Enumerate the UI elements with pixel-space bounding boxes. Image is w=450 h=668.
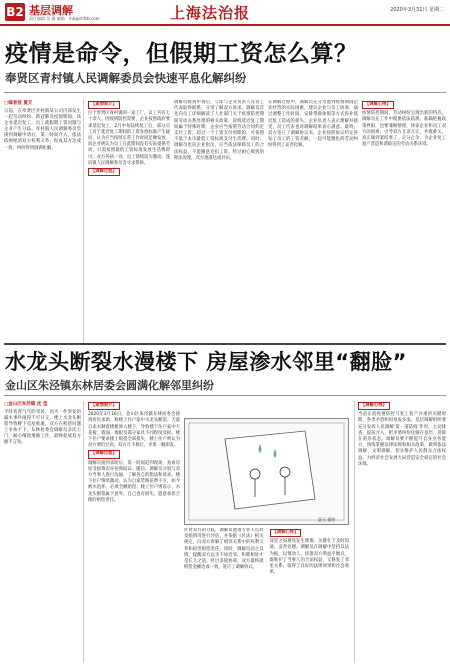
editor-meta: 责任编辑 吴 敏 邮箱：mk@shfzb.com: [29, 16, 100, 21]
divider: [4, 92, 446, 93]
editor-note-1: [4, 100, 84, 345]
insight-tag: 【调解心得】: [270, 529, 302, 537]
column-text: 调解员接到求助后，第一时间赶到现场，查看房屋受损情况并拍照取证。随后，调解员分别与双方当事人进行沟通，了解各自的想法和诉求。楼下住户情绪激动，认为自家装修花费不少，如今被水泡坏，必须全额赔偿；楼上住户则表示，水龙头断裂属于意外，自己也有损失，愿意承担合理的赔偿责任。: [88, 460, 180, 503]
article1-column-a: [88, 100, 170, 340]
page-number: B2: [6, 5, 24, 19]
article1-column-c: [268, 100, 358, 340]
subhead-1: 奉贤区青村镇人民调解委员会快速平息化解纠纷: [5, 71, 247, 85]
leak-illustration-icon: [185, 419, 348, 524]
article2-column-a: [88, 401, 180, 663]
column-text: 针对双方的分歧，调解员邀请专业人员对受损情况进行评估，并依据《民法》相关规定，向双方讲解了相邻关系中的权利义务和损害赔偿责任。同时，调解员动之以情，提醒双方远亲不如近邻，和睦相处才是长久之道。经过多轮协商，双方最终就赔偿金额达成一致，签订了调解协议。: [184, 528, 264, 571]
column-text: 在调解过程中，调解员充分考虑到疫情期间企业经营的实际困难，建议企业与员工协商，通过调整工作时间、安排带薪休假等方式弥补延迟复工造成的损失。企业负责人表示理解并接受，员工代表也对调解结果表示满意。最终，双方签订了调解协议书，企业按照协议约定补发了员工的工资差额，一起可能激化的劳动纠纷得到了妥善化解。: [268, 100, 358, 149]
column-text: 调解员接到申请后，立即与企业负责人及员工代表取得联系，分别了解双方诉求。调解员首先向员工详细解读了人社部门关于疫情防控期间劳动关系处理的相关政策，说明延迟复工期间属于特殊时期，企业应当按照劳动合同约定支付工资；超过一个工资支付周期的，可按照不低于本市最低工资标准支付生活费。同时，调解员也向企业指出，应当依法保障员工的合法权益，不能随意克扣工资。经过耐心细致的释法说理，双方逐渐达成共识。: [174, 100, 264, 161]
column-text: 邻里之间难免发生摩擦，关键在于及时沟通、妥善处理。调解员在调解中坚持以法为据、以情动人，找准双方利益平衡点，既维护了当事人的合法权益，又修复了邻里关系，取得了良好的法律效果和社会效果。: [269, 539, 349, 576]
right-column: [354, 401, 446, 663]
headline-1: 疫情是命令，但假期工资怎么算？: [5, 41, 358, 67]
column-text: 2020年3月10日，金山区朱泾镇东林居委会接到居民求助，称楼上住户家中水龙头断裂，大量自来水顺着楼板渗入楼下，导致楼下住户家中天花板、墙面、地板及部分家具不同程度受损。楼下住户要求楼上赔偿全部损失，楼上住户则认为对方要价过高，双方互不相让，矛盾一触即发。: [88, 412, 180, 449]
editor-note-body: 平时客客气气的邻居，因为一件突发的漏水事件闹得不可开交。楼上水龙头断裂导致楼下房屋被淹，双方在赔偿问题上争执不下。东林居委会调解员多次上门，耐心细致地做工作，最终促成双方握手言和。: [4, 410, 81, 446]
case-tag: 【案情简介】: [88, 402, 120, 410]
article1-column-d: [362, 100, 446, 340]
issue-date: 2020年3月31日 星期二: [390, 7, 444, 13]
headline-2: 水龙头断裂水漫楼下 房屋渗水邻里“翻脸”: [5, 350, 407, 374]
editor-note-title: □金山区朱泾镇 沈 莹: [4, 402, 48, 407]
section-title: 基层调解: [29, 4, 73, 17]
right-column-tag: 【调解心得】: [358, 402, 390, 410]
illustration: [184, 418, 349, 525]
divider: [4, 395, 446, 396]
column-text: 当前正值疫情防控与复工复产并重的关键时期，各类矛盾纠纷易发多发。基层调解组织要充分发挥人民调解‘第一道防线’作用，主动排查、提前介入，把矛盾纠纷化解在基层、消除在萌芽状态。调解员要不断提升自身业务能力，熟练掌握法律法规和相关政策，做到依法调解、文明调解，切实维护人民群众合法权益，为经济社会发展大局营造安全稳定的社会环境。: [358, 412, 446, 467]
illustration-caption: 夏天 插图: [318, 517, 336, 522]
editor-note-title: □编者按 夏天: [4, 101, 33, 106]
column-text: 疫情防控期间，劳动纠纷呈现出新的特点。调解员在工作中既要依法依规，准确把握政策界限，也要兼顾情理，体谅企业和员工双方的困难，引导双方互谅互让、共渡难关，真正做到案结事了、定分止争，为企业复工复产营造和谐稳定的劳动关系环境。: [362, 111, 446, 148]
masthead: [0, 0, 450, 26]
subhead-2: 金山区朱泾镇东林居委会圆满化解邻里纠纷: [5, 379, 214, 392]
article1-column-b: [174, 100, 264, 340]
case-tag: 【案情简介】: [88, 101, 120, 109]
section-divider: [4, 343, 446, 345]
editor-note-2: [4, 401, 84, 663]
insight-tag: 【调解心得】: [362, 101, 394, 109]
article2-column-c: [184, 528, 349, 663]
newspaper-name: 上海法治报: [170, 4, 251, 22]
editor-note-body: 日前，在奉贤区青村镇某公司内部发生一起劳动纠纷。新冠肺炎疫情期间，该企业延迟复工，员工就假期工资问题与企业产生分歧。青村镇人民调解委员会接到调解申请后，第一时间介入，依法依规厘清双方权利义务，促成双方达成一致，纠纷得到圆满化解。: [4, 109, 81, 151]
process-tag: 【调解过程】: [88, 168, 120, 176]
process-tag: 【调解过程】: [88, 450, 120, 458]
column-text: 位于奉贤区青村镇的一家工厂，员工共有七十余人。因疫情防控需要，企业按照政府要求延迟复工，2月中旬陆续复工后，部分员工对于延迟复工期间的工资发放标准产生疑问，认为应当按照正常工作时间足额发放，而企业则认为员工在此期间没有实际提供劳动，只需按照最低工资标准发放生活费即可。双方各执一词，员工情绪较为激动，遂向镇人民调解委员会寻求帮助。: [88, 111, 170, 166]
